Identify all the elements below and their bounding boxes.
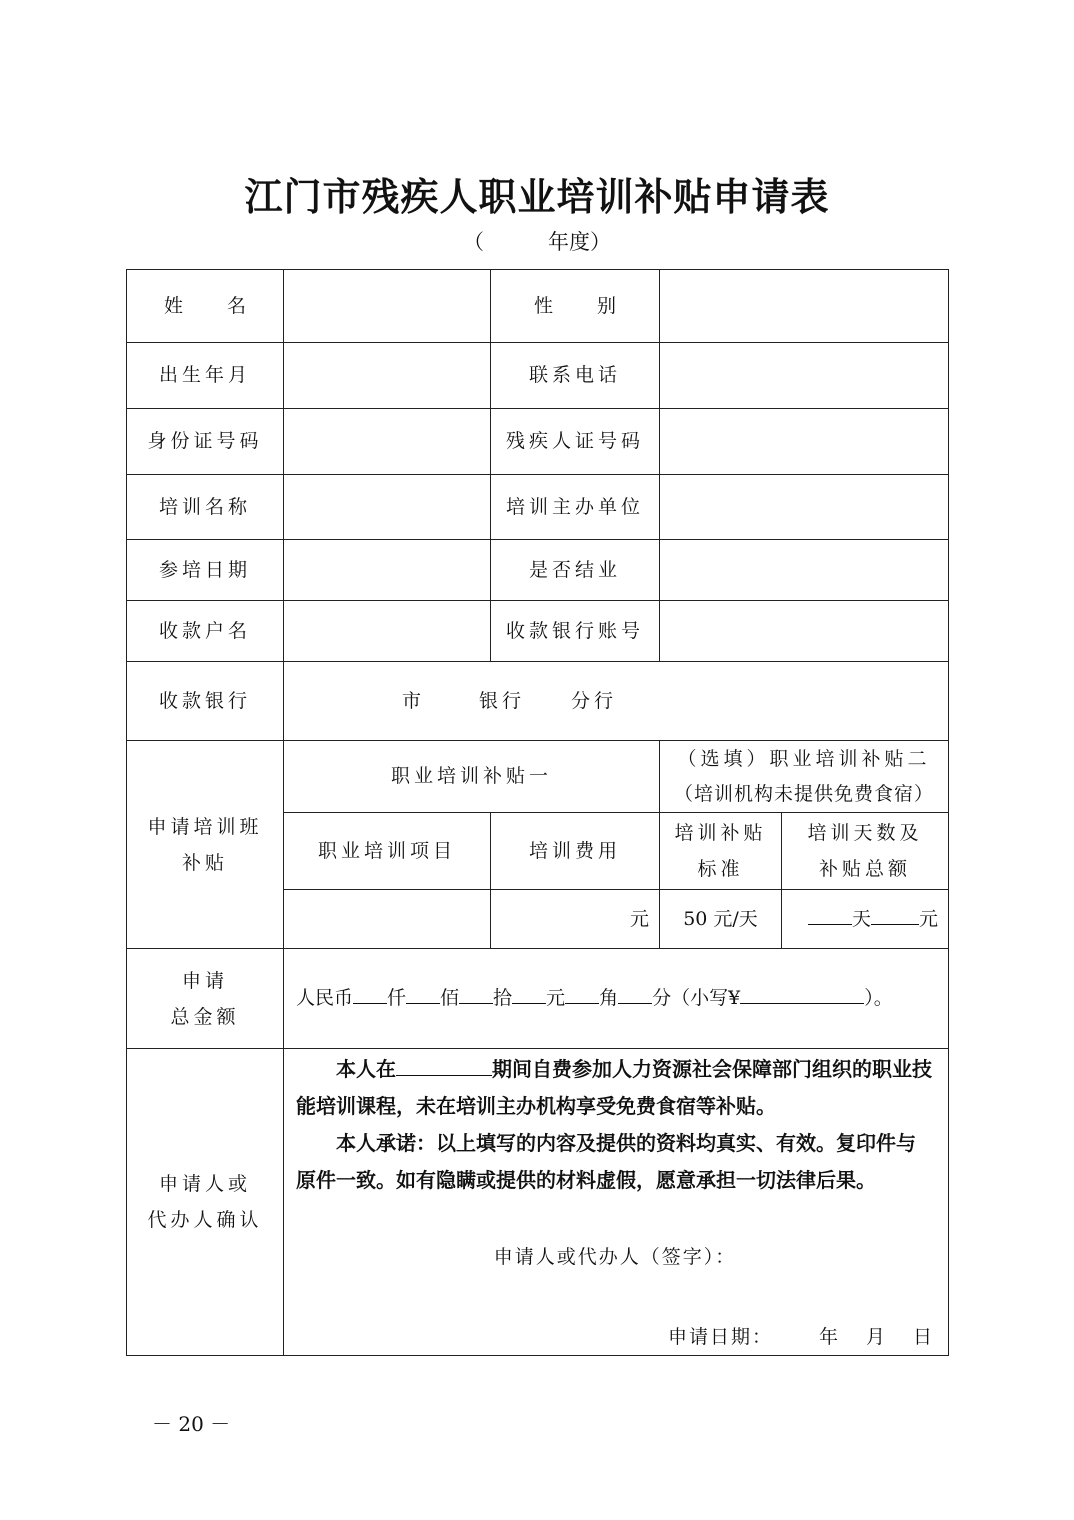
training-project-field[interactable] xyxy=(284,890,491,949)
gender-field[interactable] xyxy=(660,270,949,343)
col-days-total-line1: 培训天数及 xyxy=(807,822,923,844)
bai-blank[interactable] xyxy=(406,983,440,1004)
col-days-total-line2: 补贴总额 xyxy=(818,858,911,880)
confirm-label xyxy=(127,1049,284,1356)
confirm-field xyxy=(284,1049,949,1356)
col-days-total xyxy=(782,813,949,890)
bank-branch-text: 分行 xyxy=(571,689,618,712)
lowercase-amount-blank[interactable] xyxy=(740,983,864,1004)
page-number: － 20 － xyxy=(152,1412,231,1436)
declaration-paragraph xyxy=(296,1051,934,1125)
bank-account-field[interactable] xyxy=(660,601,949,662)
disability-id-label: 残疾人证号码 xyxy=(491,409,660,475)
days-total-field[interactable] xyxy=(782,890,949,949)
period-blank[interactable] xyxy=(396,1053,492,1076)
name-label xyxy=(127,270,290,343)
phone-label: 联系电话 xyxy=(491,343,660,409)
col-training-project: 职业培训项目 xyxy=(284,813,491,890)
fen-blank[interactable] xyxy=(618,983,652,1004)
jiao-text: 角 xyxy=(599,987,619,1010)
shi-text: 拾 xyxy=(493,987,513,1010)
col-subsidy-standard-line1: 培训补贴 xyxy=(674,822,767,844)
total-amount-label-line1: 申请 xyxy=(181,969,228,992)
col-subsidy-standard-line2: 标准 xyxy=(697,858,744,880)
form-title: 江门市残疾人职业培训补贴申请表 xyxy=(244,174,830,219)
phone-field[interactable] xyxy=(660,343,949,409)
date-year: 年 xyxy=(818,1326,840,1349)
col-training-fee: 培训费用 xyxy=(491,813,660,890)
bank-account-label: 收款银行账号 xyxy=(491,601,660,662)
subsidy-label xyxy=(127,741,284,949)
qian-blank[interactable] xyxy=(353,983,387,1004)
id-number-label: 身份证号码 xyxy=(127,409,284,475)
gender-label xyxy=(491,270,660,343)
organizer-label: 培训主办单位 xyxy=(491,475,660,540)
total-amount-label xyxy=(127,949,284,1049)
confirm-label-line2: 代办人确认 xyxy=(147,1209,263,1232)
bank-bank-text: 银行 xyxy=(479,689,526,712)
training-name-field[interactable] xyxy=(284,475,491,540)
days-unit: 天 xyxy=(851,907,871,930)
total-close: ）。 xyxy=(864,987,893,1010)
total-amount-field[interactable] xyxy=(284,949,949,1049)
birth-field[interactable] xyxy=(284,343,491,409)
declaration-text: 期间自费参加人力资源社会保障部门组织的职业技能培训课程，未在培训主办机构享受免费食宿等补贴。 xyxy=(296,1057,932,1118)
form-year xyxy=(0,226,1074,256)
subsidy-label-line2: 补贴 xyxy=(181,851,228,874)
promise-paragraph: 本人承诺：以上填写的内容及提供的资料均真实、有效。复印件与原件一致。如有隐瞒或提供的材料虚假，愿意承担一切法律后果。 xyxy=(296,1131,916,1192)
year-open-paren: （ xyxy=(463,230,484,254)
rmb-text: 人民币 xyxy=(296,987,354,1010)
subsidy-part-two-line1: （选填）职业培训补贴二 xyxy=(677,747,931,770)
yuan-blank[interactable] xyxy=(512,983,546,1004)
training-fee-field[interactable] xyxy=(491,890,660,949)
subsidy-standard-value: 50 元/天 xyxy=(660,890,782,949)
subsidy-label-line1: 申请培训班 xyxy=(147,815,263,838)
training-date-label: 参培日期 xyxy=(127,540,284,601)
name-label-text: 姓名 xyxy=(163,294,290,317)
qian-text: 仟 xyxy=(387,987,407,1010)
year-label: 年度） xyxy=(548,230,611,254)
bank-field[interactable] xyxy=(284,662,949,741)
bank-city-text: 市 xyxy=(402,689,422,712)
shi-blank[interactable] xyxy=(459,983,493,1004)
declaration-lead: 本人在 xyxy=(336,1057,396,1081)
total-amount-label-line2: 总金额 xyxy=(170,1005,240,1028)
graduated-label: 是否结业 xyxy=(491,540,660,601)
subsidy-part-two xyxy=(660,741,949,813)
bai-text: 佰 xyxy=(440,987,460,1010)
fen-text: 分（小写¥ xyxy=(652,987,741,1010)
col-subsidy-standard xyxy=(660,813,782,890)
date-day: 日 xyxy=(912,1326,934,1349)
yuan-text: 元 xyxy=(546,987,566,1010)
total-unit: 元 xyxy=(918,907,938,930)
days-blank[interactable] xyxy=(808,904,852,925)
subsidy-part-two-line2: （培训机构未提供免费食宿） xyxy=(673,782,934,805)
name-field[interactable] xyxy=(284,270,491,343)
application-date[interactable] xyxy=(296,1319,934,1355)
fee-unit: 元 xyxy=(629,907,649,930)
account-name-field[interactable] xyxy=(284,601,491,662)
total-blank[interactable] xyxy=(871,904,919,925)
graduated-field[interactable] xyxy=(660,540,949,601)
confirm-label-line1: 申请人或 xyxy=(158,1173,251,1196)
signature-line[interactable]: 申请人或代办人（签字）： xyxy=(493,1246,737,1268)
jiao-blank[interactable] xyxy=(565,983,599,1004)
bank-label: 收款银行 xyxy=(127,662,284,741)
training-name-label: 培训名称 xyxy=(127,475,284,540)
id-number-field[interactable] xyxy=(284,409,491,475)
date-month: 月 xyxy=(865,1326,887,1349)
application-table xyxy=(126,269,949,1356)
gender-label-text: 性别 xyxy=(533,294,660,317)
account-name-label: 收款户名 xyxy=(127,601,284,662)
date-label: 申请日期： xyxy=(667,1326,773,1349)
organizer-field[interactable] xyxy=(660,475,949,540)
birth-label: 出生年月 xyxy=(127,343,284,409)
disability-id-field[interactable] xyxy=(660,409,949,475)
subsidy-part-one: 职业培训补贴一 xyxy=(284,741,660,813)
training-date-field[interactable] xyxy=(284,540,491,601)
